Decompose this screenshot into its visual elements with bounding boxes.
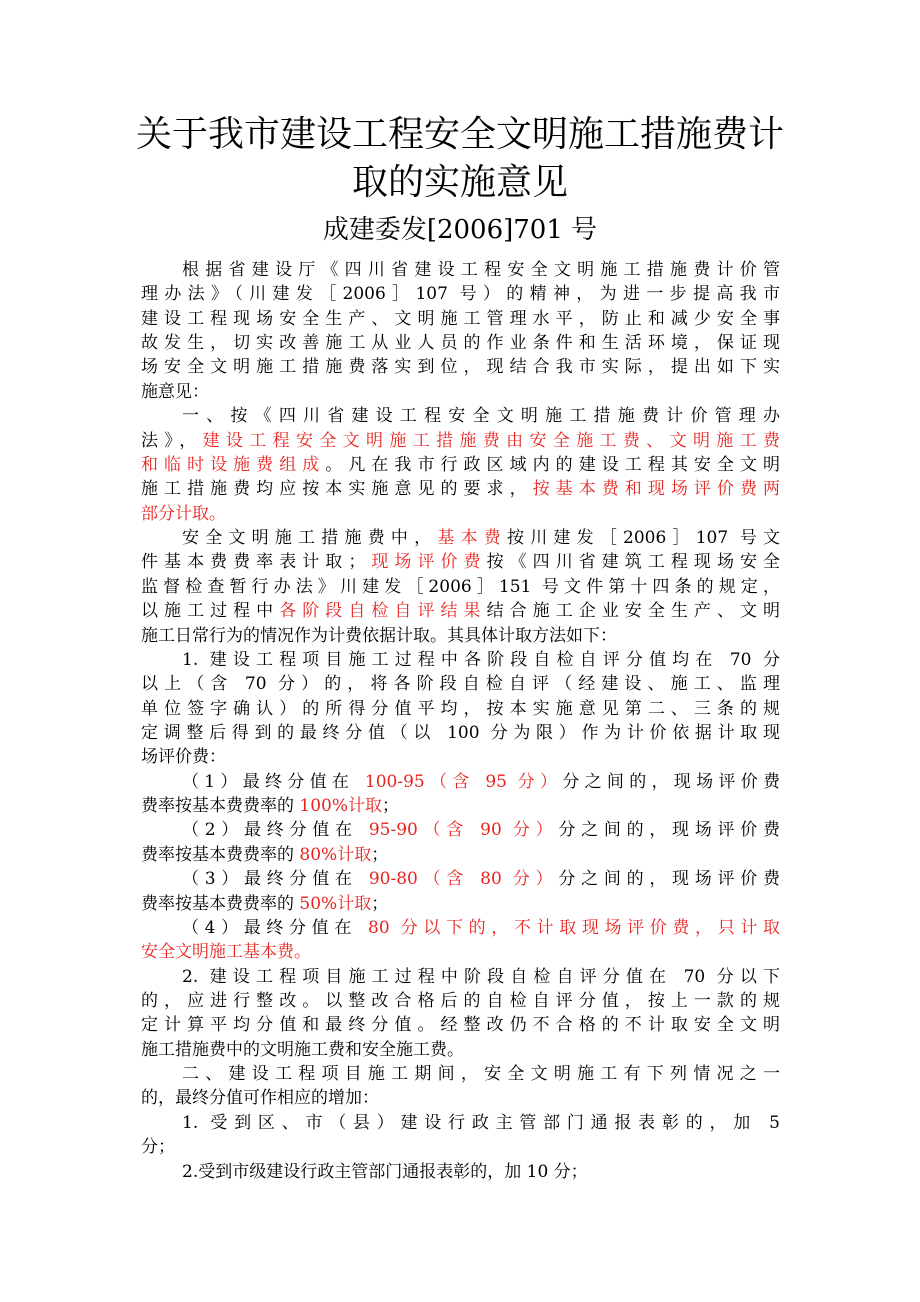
body-line (141, 940, 780, 964)
body-text: 法》， (141, 431, 203, 451)
body-line (182, 867, 780, 891)
body-line (182, 404, 780, 428)
highlighted-text: 安全文明施工基本费。 (141, 942, 311, 962)
body-text: 以上（含 70 分）的，将各阶段自检自评（经建设、施工、监理 (141, 674, 780, 694)
body-line (141, 331, 780, 355)
body-text: 分之间的，现场评价费 (558, 820, 780, 840)
highlighted-text: 现场评价费 (365, 552, 487, 572)
body-line (141, 550, 780, 574)
body-text: 2.受到市级建设行政主管部门通报表彰的，加 10 分； (182, 1162, 588, 1182)
body-text: 费率按基本费费率的 (141, 845, 300, 865)
document-title-line-2: 取的实施意见 (351, 162, 568, 203)
document-number: 成建委发[2006]701 号 (322, 215, 598, 245)
body-line (182, 648, 780, 672)
body-text: 施工措施费中的文明施工费和安全施工费。 (141, 1040, 464, 1060)
body-line (141, 429, 780, 453)
body-text: 2. 建设工程项目施工过程中阶段自检自评分值在 70 分以下 (182, 967, 780, 987)
body-line (182, 1160, 780, 1184)
highlighted-text: 基本费 (437, 528, 507, 548)
body-text: 费率按基本费费率的 (141, 894, 300, 914)
body-text: 建设工程现场安全生产、文明施工管理水平，防止和减少安全事 (141, 309, 780, 329)
body-text: 件基本费费率表计取； (141, 552, 366, 572)
body-text: 安全文明施工措施费中， (182, 528, 438, 548)
body-text: 按《四川省建筑工程现场安全 (486, 552, 780, 572)
body-text: （3）最终分值在 (182, 869, 369, 889)
body-line (141, 307, 780, 331)
body-line (141, 721, 780, 745)
highlighted-text: 80 分以下的，不计取现场评价费，只计取 (368, 918, 780, 938)
body-text: 的，最终分值可作相应的增加： (141, 1088, 379, 1108)
body-text: 一、按《四川省建设工程安全文明施工措施费计价管理办 (182, 406, 780, 426)
body-line (141, 843, 780, 867)
body-line (141, 380, 780, 404)
body-line (182, 916, 780, 940)
body-line (141, 477, 780, 501)
body-text: ； (371, 894, 389, 914)
highlighted-text: 90-80（含 80 分） (368, 869, 559, 889)
body-text: 分之间的，现场评价费 (562, 772, 780, 792)
body-line (141, 624, 780, 648)
body-line (141, 794, 780, 818)
body-line (141, 1135, 780, 1159)
body-text: （2）最终分值在 (182, 820, 369, 840)
body-text: （1）最终分值在 (182, 772, 365, 792)
body-text: 定计算平均分值和最终分值。经整改仍不合格的不计取安全文明 (141, 1015, 780, 1035)
body-text: ； (382, 796, 400, 816)
body-text: 施意见： (141, 382, 209, 402)
highlighted-text: 50%计取 (299, 894, 372, 914)
highlighted-text: 和临时设施费组成 (141, 455, 326, 475)
body-text: 施工日常行为的情况作为计费依据计取。其具体计取方法如下： (141, 626, 617, 646)
body-text: 施工措施费均应按本实施意见的要求， (141, 479, 533, 499)
body-text: 场安全文明施工措施费落实到位，现结合我市实际，提出如下实 (141, 357, 780, 377)
body-text: 的，应进行整改。以整改合格后的自检自评分值，按上一款的规 (141, 991, 780, 1011)
highlighted-text: 95-90（含 90 分） (368, 820, 559, 840)
body-text: 。凡在我市行政区域内的建设工程其安全文明 (325, 455, 780, 475)
body-line (182, 770, 780, 794)
body-line (182, 818, 780, 842)
body-line (141, 672, 780, 696)
highlighted-text: 按基本费和现场评价费两 (532, 479, 780, 499)
body-text: 理办法》（川建发［2006］107 号）的精神，为进一步提高我市 (141, 284, 780, 304)
highlighted-text: 部分计取。 (141, 504, 226, 524)
body-text: 故发生，切实改善施工从业人员的作业条件和生活环境，保证现 (141, 333, 780, 353)
body-line (141, 282, 780, 306)
body-line (141, 1086, 780, 1110)
body-text: 场评价费： (141, 747, 226, 767)
body-text: 单位签字确认）的所得分值平均，按本实施意见第二、三条的规 (141, 699, 780, 719)
body-text: 定调整后得到的最终分值（以 100 分为限）作为计价依据计取现 (141, 723, 780, 743)
body-text: 根据省建设厅《四川省建设工程安全文明施工措施费计价管 (182, 260, 780, 280)
body-line (141, 502, 780, 526)
body-line (182, 1062, 780, 1086)
body-text: 以施工过程中 (141, 601, 280, 621)
document-title-line-1: 关于我市建设工程安全文明施工措施费计 (135, 114, 784, 155)
body-line (141, 892, 780, 916)
body-text: 二、建设工程项目施工期间，安全文明施工有下列情况之一 (182, 1064, 780, 1084)
body-line (141, 453, 780, 477)
body-text: 分之间的，现场评价费 (558, 869, 780, 889)
body-text: （4）最终分值在 (182, 918, 369, 938)
body-line (182, 965, 780, 989)
highlighted-text: 100-95（含 95 分） (364, 772, 563, 792)
highlighted-text: 100%计取 (299, 796, 383, 816)
highlighted-text: 各阶段自检自评结果 (279, 601, 487, 621)
body-line (141, 575, 780, 599)
body-line (141, 599, 780, 623)
body-text: 监督检查暂行办法》川建发［2006］151 号文件第十四条的规定， (141, 577, 780, 597)
body-line (141, 355, 780, 379)
body-text: 1. 受到区、市（县）建设行政主管部门通报表彰的，加 5 (182, 1113, 780, 1133)
body-text: 1. 建设工程项目施工过程中各阶段自检自评分值均在 70 分 (182, 650, 780, 670)
body-line (182, 526, 780, 550)
body-text: 结合施工企业安全生产、文明 (486, 601, 780, 621)
body-text: ； (371, 845, 389, 865)
highlighted-text: 建设工程安全文明施工措施费由安全施工费、文明施工费 (202, 431, 780, 451)
body-text: 费率按基本费费率的 (141, 796, 300, 816)
body-text: 按川建发［2006］107 号文 (506, 528, 780, 548)
body-line (182, 1111, 780, 1135)
body-line (141, 1038, 780, 1062)
body-line (141, 1013, 780, 1037)
body-text: 分； (141, 1137, 175, 1157)
body-line (141, 745, 780, 769)
body-line (182, 258, 780, 282)
body-line (141, 989, 780, 1013)
highlighted-text: 80%计取 (299, 845, 372, 865)
body-line (141, 697, 780, 721)
